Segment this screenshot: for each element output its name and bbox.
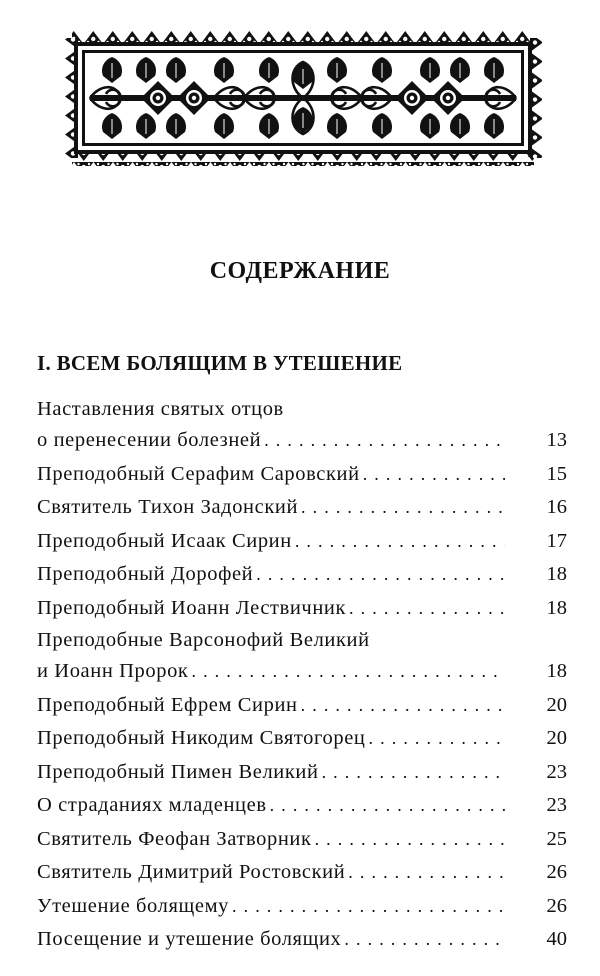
dot-leader: [232, 890, 505, 924]
toc-entry[interactable]: [37, 458, 567, 492]
toc-entry-title: Посещение и утешение болящих: [37, 928, 342, 950]
dot-leader: [270, 789, 505, 823]
toc-page-number: 13: [546, 429, 567, 451]
toc-entry-title: Святитель Тихон Задонский: [37, 496, 299, 518]
toc-entry[interactable]: [37, 689, 567, 723]
toc-page-number: 15: [546, 462, 567, 485]
dot-leader: [301, 689, 505, 723]
dot-leader: [348, 856, 505, 890]
toc-entry-title-line1: Наставления святых отцов: [37, 398, 284, 420]
dot-leader: [344, 923, 505, 957]
dot-leader: [349, 592, 505, 626]
toc-entry-title: Утешение болящему: [37, 894, 229, 917]
dot-leader: [264, 424, 505, 458]
toc-entry-title: Преподобный Пимен Великий: [37, 760, 319, 783]
toc-page-number: 18: [546, 660, 567, 682]
toc-page-number: 20: [546, 693, 567, 716]
toc-page-number: 23: [546, 794, 567, 816]
toc-entry-title: Преподобный Исаак Сирин: [37, 529, 292, 552]
toc-page-number: 20: [546, 727, 567, 749]
table-of-contents: [37, 394, 567, 957]
toc-entry-title: Преподобный Иоанн Лествичник: [37, 596, 347, 619]
toc-entry[interactable]: [37, 722, 567, 756]
toc-entry-title: Преподобный Никодим Святогорец: [37, 727, 366, 749]
toc-entry[interactable]: [37, 923, 567, 957]
toc-page-number: 17: [546, 529, 567, 552]
dot-leader: [322, 756, 505, 790]
ornamental-headpiece: [64, 30, 542, 166]
toc-page-number: 40: [546, 928, 567, 950]
toc-page-number: 26: [546, 894, 567, 917]
toc-page-number: 23: [546, 760, 567, 783]
toc-entry[interactable]: [37, 625, 567, 689]
toc-page-number: 18: [546, 596, 567, 619]
toc-entry[interactable]: [37, 394, 567, 458]
toc-entry[interactable]: [37, 592, 567, 626]
dot-leader: [191, 655, 505, 689]
toc-entry[interactable]: [37, 756, 567, 790]
toc-entry[interactable]: [37, 823, 567, 857]
toc-entry-title: и Иоанн Пророк: [37, 660, 189, 682]
toc-entry[interactable]: [37, 525, 567, 559]
toc-entry-title: о перенесении болезней: [37, 429, 262, 451]
toc-entry[interactable]: [37, 890, 567, 924]
floral-ornament-icon: [64, 30, 542, 166]
toc-page-number: 18: [546, 563, 567, 585]
toc-entry-title: Преподобный Дорофей: [37, 563, 254, 585]
toc-page-number: 26: [546, 861, 567, 883]
toc-entry-title-line1: Преподобные Варсонофий Великий: [37, 629, 370, 651]
toc-entry-title: О страданиях младенцев: [37, 794, 267, 816]
dot-leader: [295, 525, 505, 559]
page-title: СОДЕРЖАНИЕ: [209, 258, 391, 284]
toc-entry-title: Святитель Феофан Затворник: [37, 827, 312, 850]
toc-entry[interactable]: [37, 789, 567, 823]
dot-leader: [315, 823, 505, 857]
toc-entry[interactable]: [37, 856, 567, 890]
dot-leader: [301, 491, 505, 525]
toc-entry[interactable]: [37, 491, 567, 525]
toc-page-number: 16: [546, 496, 567, 518]
dot-leader: [256, 558, 505, 592]
dot-leader: [363, 458, 505, 492]
toc-page-number: 25: [546, 827, 567, 850]
toc-entry-title: Святитель Димитрий Ростовский: [37, 861, 346, 883]
toc-entry[interactable]: [37, 558, 567, 592]
section-heading: I. ВСЕМ БОЛЯЩИМ В УТЕШЕНИЕ: [37, 351, 403, 375]
toc-entry-title: Преподобный Серафим Саровский: [37, 462, 360, 485]
dot-leader: [369, 722, 505, 756]
toc-entry-title: Преподобный Ефрем Сирин: [37, 693, 298, 716]
